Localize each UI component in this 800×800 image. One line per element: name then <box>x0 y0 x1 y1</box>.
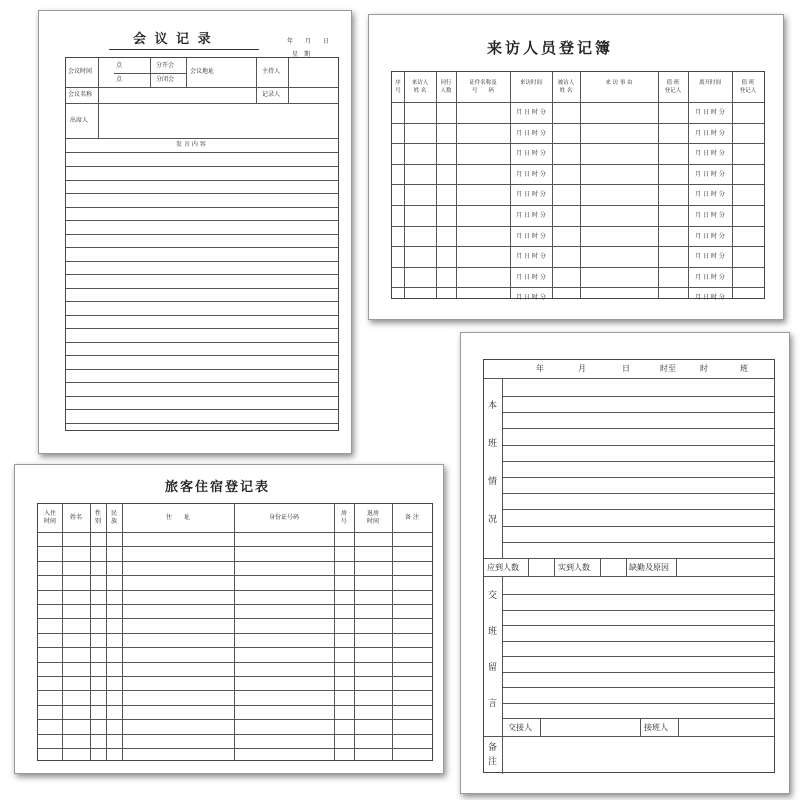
ruled-line <box>502 461 774 462</box>
row-divider <box>38 561 432 562</box>
row-divider <box>38 690 432 691</box>
row-divider <box>392 246 764 247</box>
ruled-line <box>502 594 774 595</box>
leave-time-cell: 月 日 时 分 <box>695 170 725 178</box>
leave-time-cell: 月 日 时 分 <box>695 232 725 240</box>
visit-time-cell: 月 日 时 分 <box>516 170 546 178</box>
row-divider <box>38 546 432 547</box>
side-char: 情 <box>488 477 498 487</box>
ruled-line <box>502 703 774 704</box>
ruled-line <box>502 625 774 626</box>
visitor-column-header: 来 访 事 由 <box>605 80 633 86</box>
meeting-venue-label: 会议地址 <box>190 68 215 75</box>
meeting-recorder-label: 记录人 <box>262 91 281 98</box>
visitor-log-table <box>391 71 765 302</box>
leave-time-cell: 月 日 时 分 <box>695 150 725 158</box>
leave-time-cell: 月 日 时 分 <box>695 109 725 116</box>
leave-time-cell: 月 日 时 分 <box>695 129 725 137</box>
ruled-line <box>502 493 774 494</box>
guest-column-header: 退房 时间 <box>366 510 379 525</box>
shift-header-item: 班 <box>740 364 748 373</box>
row-divider <box>38 604 432 605</box>
row-divider <box>38 647 432 648</box>
ruled-line <box>502 477 774 478</box>
guest-column-header: 性 别 <box>94 510 101 525</box>
ruled-line <box>66 423 338 424</box>
leave-time-cell: 月 日 时 分 <box>695 294 725 302</box>
ruled-line <box>66 301 338 302</box>
end-time-label: 分闭会 <box>156 76 175 83</box>
meeting-attendees-label: 出席人 <box>70 117 89 124</box>
side-char: 本 <box>488 401 498 411</box>
side-char: 留 <box>488 663 498 673</box>
ruled-line <box>502 428 774 429</box>
shift-header-item: 月 <box>578 364 586 373</box>
ruled-line <box>502 396 774 397</box>
ruled-line <box>502 610 774 611</box>
leave-time-cell: 月 日 时 分 <box>695 212 725 219</box>
leave-time-cell: 月 日 时 分 <box>695 253 725 261</box>
visit-time-cell: 月 日 时 分 <box>516 253 546 261</box>
title-underline <box>109 49 259 50</box>
side-char: 班 <box>488 439 498 449</box>
meeting-time-label: 会议时间 <box>68 68 93 75</box>
ruled-line <box>66 166 338 167</box>
row-divider <box>392 226 764 227</box>
ruled-line <box>66 247 338 248</box>
ruled-line <box>66 315 338 316</box>
ruled-line <box>66 355 338 356</box>
visit-time-cell: 月 日 时 分 <box>516 273 546 281</box>
visitor-column-header: 证件名称及 号 码 <box>469 80 497 94</box>
visitor-log-title: 来访人员登记簿 <box>487 39 614 57</box>
ruled-line <box>66 220 338 221</box>
ruled-line <box>502 412 774 413</box>
side-char: 注 <box>488 757 498 767</box>
ruled-line <box>502 718 774 719</box>
shift-log-table <box>483 359 775 773</box>
row-divider <box>392 143 764 144</box>
row-divider <box>38 705 432 706</box>
ruled-line <box>66 396 338 397</box>
row-divider <box>38 575 432 576</box>
ruled-line <box>66 328 338 329</box>
visit-time-cell: 月 日 时 分 <box>516 150 546 158</box>
ruled-line <box>66 207 338 208</box>
row-divider <box>38 618 432 619</box>
ruled-line <box>66 382 338 383</box>
handover-person-label: 交接人 <box>508 723 532 732</box>
row-divider <box>38 719 432 720</box>
visitor-column-header: 离开时间 <box>698 80 721 86</box>
leave-time-cell: 月 日 时 分 <box>695 191 725 199</box>
header-divider <box>392 102 764 103</box>
shift-header-item: 时 <box>700 364 708 373</box>
visitor-log-sheet <box>368 14 784 320</box>
row-divider <box>392 123 764 124</box>
ruled-line <box>502 672 774 673</box>
end-point-label: 点 <box>116 76 123 83</box>
meeting-record-sheet <box>38 10 352 454</box>
ruled-line <box>502 542 774 543</box>
ruled-line <box>502 656 774 657</box>
guest-column-header: 姓名 <box>69 514 82 521</box>
ruled-line <box>66 369 338 370</box>
ruled-line <box>66 409 338 410</box>
visit-time-cell: 月 日 时 分 <box>516 232 546 240</box>
meeting-host-label: 主持人 <box>262 68 281 75</box>
side-char: 言 <box>488 699 498 709</box>
meeting-record-title: 会 议 记 录 <box>133 32 213 47</box>
row-divider <box>38 676 432 677</box>
ruled-line <box>66 180 338 181</box>
actual-count-label: 实到人数 <box>558 563 590 572</box>
ruled-line <box>66 342 338 343</box>
expected-count-label: 应到人数 <box>487 563 519 572</box>
visit-time-cell: 月 日 时 分 <box>516 212 546 219</box>
header-divider <box>38 532 432 533</box>
visit-time-cell: 月 日 时 分 <box>516 191 546 199</box>
row-divider <box>38 734 432 735</box>
shift-header-item: 年 <box>536 364 544 373</box>
side-char: 况 <box>488 515 498 525</box>
guest-column-header: 入住 时间 <box>43 510 56 525</box>
shift-header-item: 时至 <box>660 364 676 373</box>
side-char: 班 <box>488 627 498 637</box>
visitor-column-header: 值 班 登记人 <box>739 80 757 94</box>
guest-register-title: 旅客住宿登记表 <box>165 480 271 495</box>
ruled-line <box>502 526 774 527</box>
guest-register-sheet <box>14 464 444 774</box>
visitor-column-header: 值 班 登记人 <box>664 80 682 94</box>
shift-header-item: 日 <box>622 364 630 373</box>
ruled-line <box>66 288 338 289</box>
side-char: 交 <box>488 591 498 601</box>
guest-column-header: 房 号 <box>340 510 347 525</box>
visitor-column-header: 来访时间 <box>519 80 542 86</box>
meeting-date-label: 年 月 日 <box>287 38 330 45</box>
visitor-column-header: 序 号 <box>395 80 401 94</box>
start-point-label: 点 <box>116 62 123 69</box>
visit-time-cell: 月 日 时 分 <box>516 109 546 116</box>
start-time-label: 分开会 <box>156 62 175 69</box>
row-divider <box>392 267 764 268</box>
guest-column-header: 备 注 <box>405 514 419 521</box>
visit-time-cell: 月 日 时 分 <box>516 129 546 137</box>
visitor-column-header: 被访人 姓 名 <box>557 80 575 94</box>
weekday-label: 星 期 <box>292 51 311 58</box>
ruled-line <box>502 687 774 688</box>
row-divider <box>38 590 432 591</box>
ruled-line <box>502 641 774 642</box>
receiver-person-label: 接班人 <box>644 723 668 732</box>
row-divider <box>392 184 764 185</box>
row-divider <box>392 164 764 165</box>
shift-log-sheet <box>460 332 790 794</box>
visitor-column-header: 同行 人数 <box>440 80 452 94</box>
meeting-record-table <box>65 51 339 431</box>
ruled-line <box>66 261 338 262</box>
row-divider <box>38 662 432 663</box>
guest-column-header: 民 族 <box>110 510 117 525</box>
guest-register-table <box>37 503 433 761</box>
ruled-line <box>66 193 338 194</box>
row-divider <box>392 205 764 206</box>
meeting-name-label: 会议名称 <box>68 91 93 98</box>
leave-time-cell: 月 日 时 分 <box>695 273 725 281</box>
row-divider <box>392 287 764 288</box>
ruled-line <box>502 509 774 510</box>
ruled-line <box>66 234 338 235</box>
visitor-column-header: 来访人 姓 名 <box>411 80 429 94</box>
ruled-line <box>502 445 774 446</box>
ruled-line <box>66 274 338 275</box>
absence-reason-label: 缺勤及原因 <box>629 563 669 572</box>
side-char: 备 <box>488 743 498 753</box>
row-divider <box>38 633 432 634</box>
visit-time-cell: 月 日 时 分 <box>516 294 546 302</box>
guest-column-header: 身份证号码 <box>268 514 299 521</box>
row-divider <box>38 748 432 749</box>
guest-column-header: 住 址 <box>165 514 190 521</box>
speech-content-label: 发 言 内 容 <box>176 141 206 148</box>
